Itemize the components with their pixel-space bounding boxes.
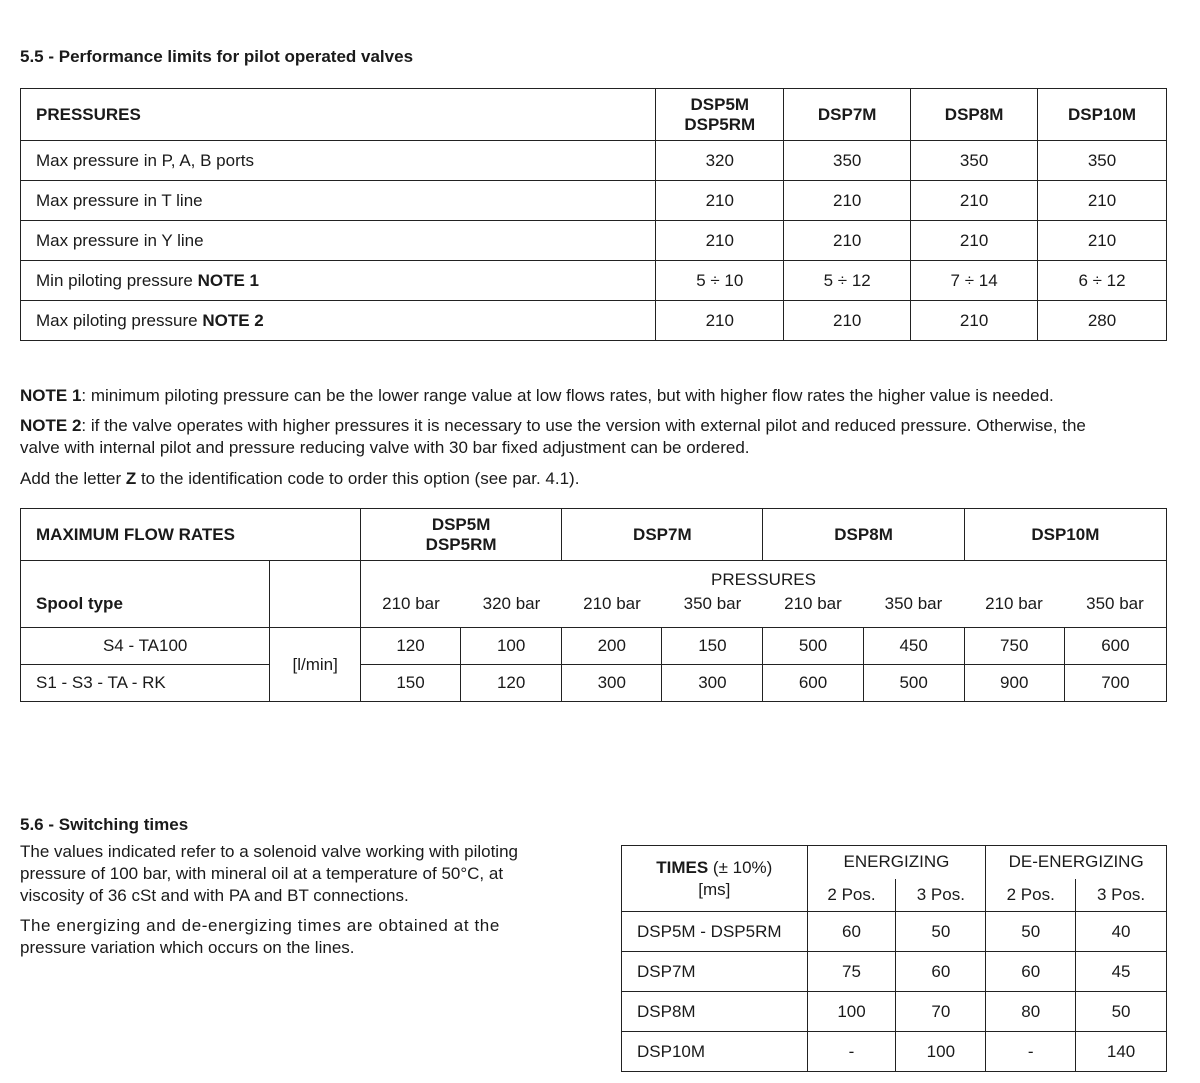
cell: 450 xyxy=(863,628,964,665)
col-dsp10m: DSP10M xyxy=(964,509,1166,561)
switching-times-table xyxy=(621,845,1167,1072)
text-line: viscosity of 36 cSt and with PA and BT connections. xyxy=(20,886,409,905)
col-dsp8m: DSP8M xyxy=(911,89,1038,141)
table-row xyxy=(21,181,1167,221)
text-line: pressure variation which occurs on the lines. xyxy=(20,938,355,957)
note-2-text: : if the valve operates with higher pressures it is necessary to use the version with external pilot and reduced pressure. Otherwise, the xyxy=(81,416,1086,435)
cell: 750 xyxy=(964,628,1064,665)
cell: 210 xyxy=(911,181,1038,221)
cell: 50 xyxy=(896,912,986,952)
cell: 150 xyxy=(662,628,763,665)
cell: 60 xyxy=(986,952,1076,992)
flow-rates-header: MAXIMUM FLOW RATES xyxy=(21,509,361,561)
row-label-text: Max piloting pressure xyxy=(36,310,203,330)
table-header-row xyxy=(21,509,1167,561)
cell: 210 xyxy=(656,181,784,221)
bar-label: 210 bar xyxy=(382,594,440,613)
model-label: DSP5RM xyxy=(684,114,756,134)
cell: 210 xyxy=(1038,221,1167,261)
note-1-text: : minimum piloting pressure can be the lower range value at low flows rates, but with higher flow rates the higher value is needed. xyxy=(81,386,1054,405)
cell: 50 xyxy=(986,912,1076,952)
option-note-post: to the identification code to order this option (see par. 4.1). xyxy=(136,469,580,488)
cell: 500 xyxy=(863,665,964,702)
cell: 100 xyxy=(807,992,896,1032)
model-label: DSP5M xyxy=(690,94,750,114)
cell: 350 xyxy=(911,141,1038,181)
flow-rates-table xyxy=(20,508,1167,702)
pressures-table xyxy=(20,88,1167,341)
col-dsp5m xyxy=(656,89,784,141)
cell: 300 xyxy=(562,665,662,702)
times-header xyxy=(622,846,808,912)
row-label: DSP7M xyxy=(622,952,808,992)
pressure-header-row xyxy=(21,561,1167,628)
deenergizing-header: DE-ENERGIZING xyxy=(986,846,1167,879)
model-label: DSP5M xyxy=(431,514,491,534)
row-label: Max pressure in Y line xyxy=(21,221,656,261)
bar-label: 210 bar xyxy=(985,594,1043,613)
table-row xyxy=(21,261,1167,301)
cell: 210 xyxy=(656,301,784,341)
pos-header: 2 Pos. xyxy=(986,879,1076,912)
cell: 600 xyxy=(1064,628,1166,665)
note-2 xyxy=(20,415,1180,459)
cell: 60 xyxy=(896,952,986,992)
cell: 6 ÷ 12 xyxy=(1038,261,1167,301)
bar-label: 210 bar xyxy=(784,594,842,613)
cell: 5 ÷ 10 xyxy=(656,261,784,301)
row-label xyxy=(21,261,656,301)
table-row xyxy=(622,912,1167,952)
bar-label: 320 bar xyxy=(482,594,541,613)
cell: 210 xyxy=(911,301,1038,341)
row-label xyxy=(21,301,656,341)
model-label: DSP5RM xyxy=(425,534,497,554)
unit-header xyxy=(270,561,361,628)
unit-cell: [l/min] xyxy=(270,628,361,702)
col-dsp8m: DSP8M xyxy=(763,509,964,561)
col-dsp7m: DSP7M xyxy=(562,509,763,561)
cell: 70 xyxy=(896,992,986,1032)
cell: 75 xyxy=(807,952,896,992)
row-label: DSP5M - DSP5RM xyxy=(622,912,808,952)
option-note xyxy=(20,468,579,490)
pos-header: 3 Pos. xyxy=(1076,879,1167,912)
col-dsp10m: DSP10M xyxy=(1038,89,1167,141)
note-1-label: NOTE 1 xyxy=(20,386,82,405)
table-header-row xyxy=(622,846,1167,879)
cell: 700 xyxy=(1064,665,1166,702)
switching-paragraph-2 xyxy=(20,915,580,959)
cell: 210 xyxy=(784,301,911,341)
table-row xyxy=(622,992,1167,1032)
table-row xyxy=(21,628,1167,665)
pressures-header: PRESSURES xyxy=(21,89,656,141)
spool-label: S4 - TA100 xyxy=(21,628,270,665)
energizing-header: ENERGIZING xyxy=(807,846,986,879)
cell: 210 xyxy=(784,181,911,221)
bar-labels xyxy=(361,589,1166,627)
switching-paragraph-1 xyxy=(20,841,580,907)
cell: 210 xyxy=(656,221,784,261)
cell: - xyxy=(986,1032,1076,1072)
cell: 150 xyxy=(360,665,460,702)
cell: 60 xyxy=(807,912,896,952)
note-ref: NOTE 2 xyxy=(202,310,264,330)
row-label: Max pressure in T line xyxy=(21,181,656,221)
ms-label: [ms] xyxy=(698,879,731,899)
pos-header: 3 Pos. xyxy=(896,879,986,912)
table-row xyxy=(21,665,1167,702)
note-ref: NOTE 1 xyxy=(197,270,259,290)
text-line: The energizing and de-energizing times are obtained at the xyxy=(20,916,500,935)
cell: 320 xyxy=(656,141,784,181)
cell: 80 xyxy=(986,992,1076,1032)
cell: 500 xyxy=(763,628,863,665)
cell: 210 xyxy=(911,221,1038,261)
cell: 100 xyxy=(896,1032,986,1072)
cell: 200 xyxy=(562,628,662,665)
cell: 210 xyxy=(1038,181,1167,221)
pressures-group xyxy=(360,561,1166,628)
col-dsp7m: DSP7M xyxy=(784,89,911,141)
table-row xyxy=(21,301,1167,341)
cell: 120 xyxy=(461,665,562,702)
section-title-5-5: 5.5 - Performance limits for pilot operated valves xyxy=(20,47,414,66)
cell: 7 ÷ 14 xyxy=(911,261,1038,301)
pos-header: 2 Pos. xyxy=(807,879,896,912)
bar-label: 350 bar xyxy=(1086,594,1144,613)
cell: 280 xyxy=(1038,301,1167,341)
cell: 5 ÷ 12 xyxy=(784,261,911,301)
cell: 100 xyxy=(461,628,562,665)
cell: 600 xyxy=(763,665,863,702)
cell: 900 xyxy=(964,665,1064,702)
col-dsp5m xyxy=(360,509,561,561)
text-line: pressure of 100 bar, with mineral oil at a temperature of 50°C, at xyxy=(20,864,504,883)
note-2-label: NOTE 2 xyxy=(20,416,82,435)
pressures-label: PRESSURES xyxy=(711,570,816,589)
table-header-row xyxy=(21,89,1167,141)
text-line: The values indicated refer to a solenoid valve working with piloting xyxy=(20,842,518,861)
table-row xyxy=(21,141,1167,181)
cell: - xyxy=(807,1032,896,1072)
note-2-text-cont: valve with internal pilot and pressure reducing valve with 30 bar fixed adjustment can be ordered. xyxy=(20,438,750,457)
cell: 45 xyxy=(1076,952,1167,992)
times-label: TIMES xyxy=(656,857,709,877)
cell: 350 xyxy=(784,141,911,181)
cell: 40 xyxy=(1076,912,1167,952)
table-row xyxy=(21,221,1167,261)
row-label-text: Min piloting pressure xyxy=(36,270,198,290)
section-title-5-6: 5.6 - Switching times xyxy=(20,815,189,834)
bar-label: 210 bar xyxy=(583,594,641,613)
table-row xyxy=(622,1032,1167,1072)
spool-label: S1 - S3 - TA - RK xyxy=(21,665,270,702)
cell: 350 xyxy=(1038,141,1167,181)
tolerance-label: (± 10%) xyxy=(708,857,773,877)
row-label: DSP10M xyxy=(622,1032,808,1072)
cell: 50 xyxy=(1076,992,1167,1032)
table-row xyxy=(622,952,1167,992)
cell: 120 xyxy=(360,628,460,665)
row-label: Max pressure in P, A, B ports xyxy=(21,141,656,181)
cell: 210 xyxy=(784,221,911,261)
bar-label: 350 bar xyxy=(884,594,943,613)
row-label: DSP8M xyxy=(622,992,808,1032)
option-note-pre: Add the letter xyxy=(20,469,126,488)
cell: 140 xyxy=(1076,1032,1167,1072)
cell: 300 xyxy=(662,665,763,702)
option-letter: Z xyxy=(125,469,137,488)
bar-label: 350 bar xyxy=(683,594,742,613)
note-1 xyxy=(20,385,1170,407)
spool-type-header: Spool type xyxy=(21,561,270,628)
